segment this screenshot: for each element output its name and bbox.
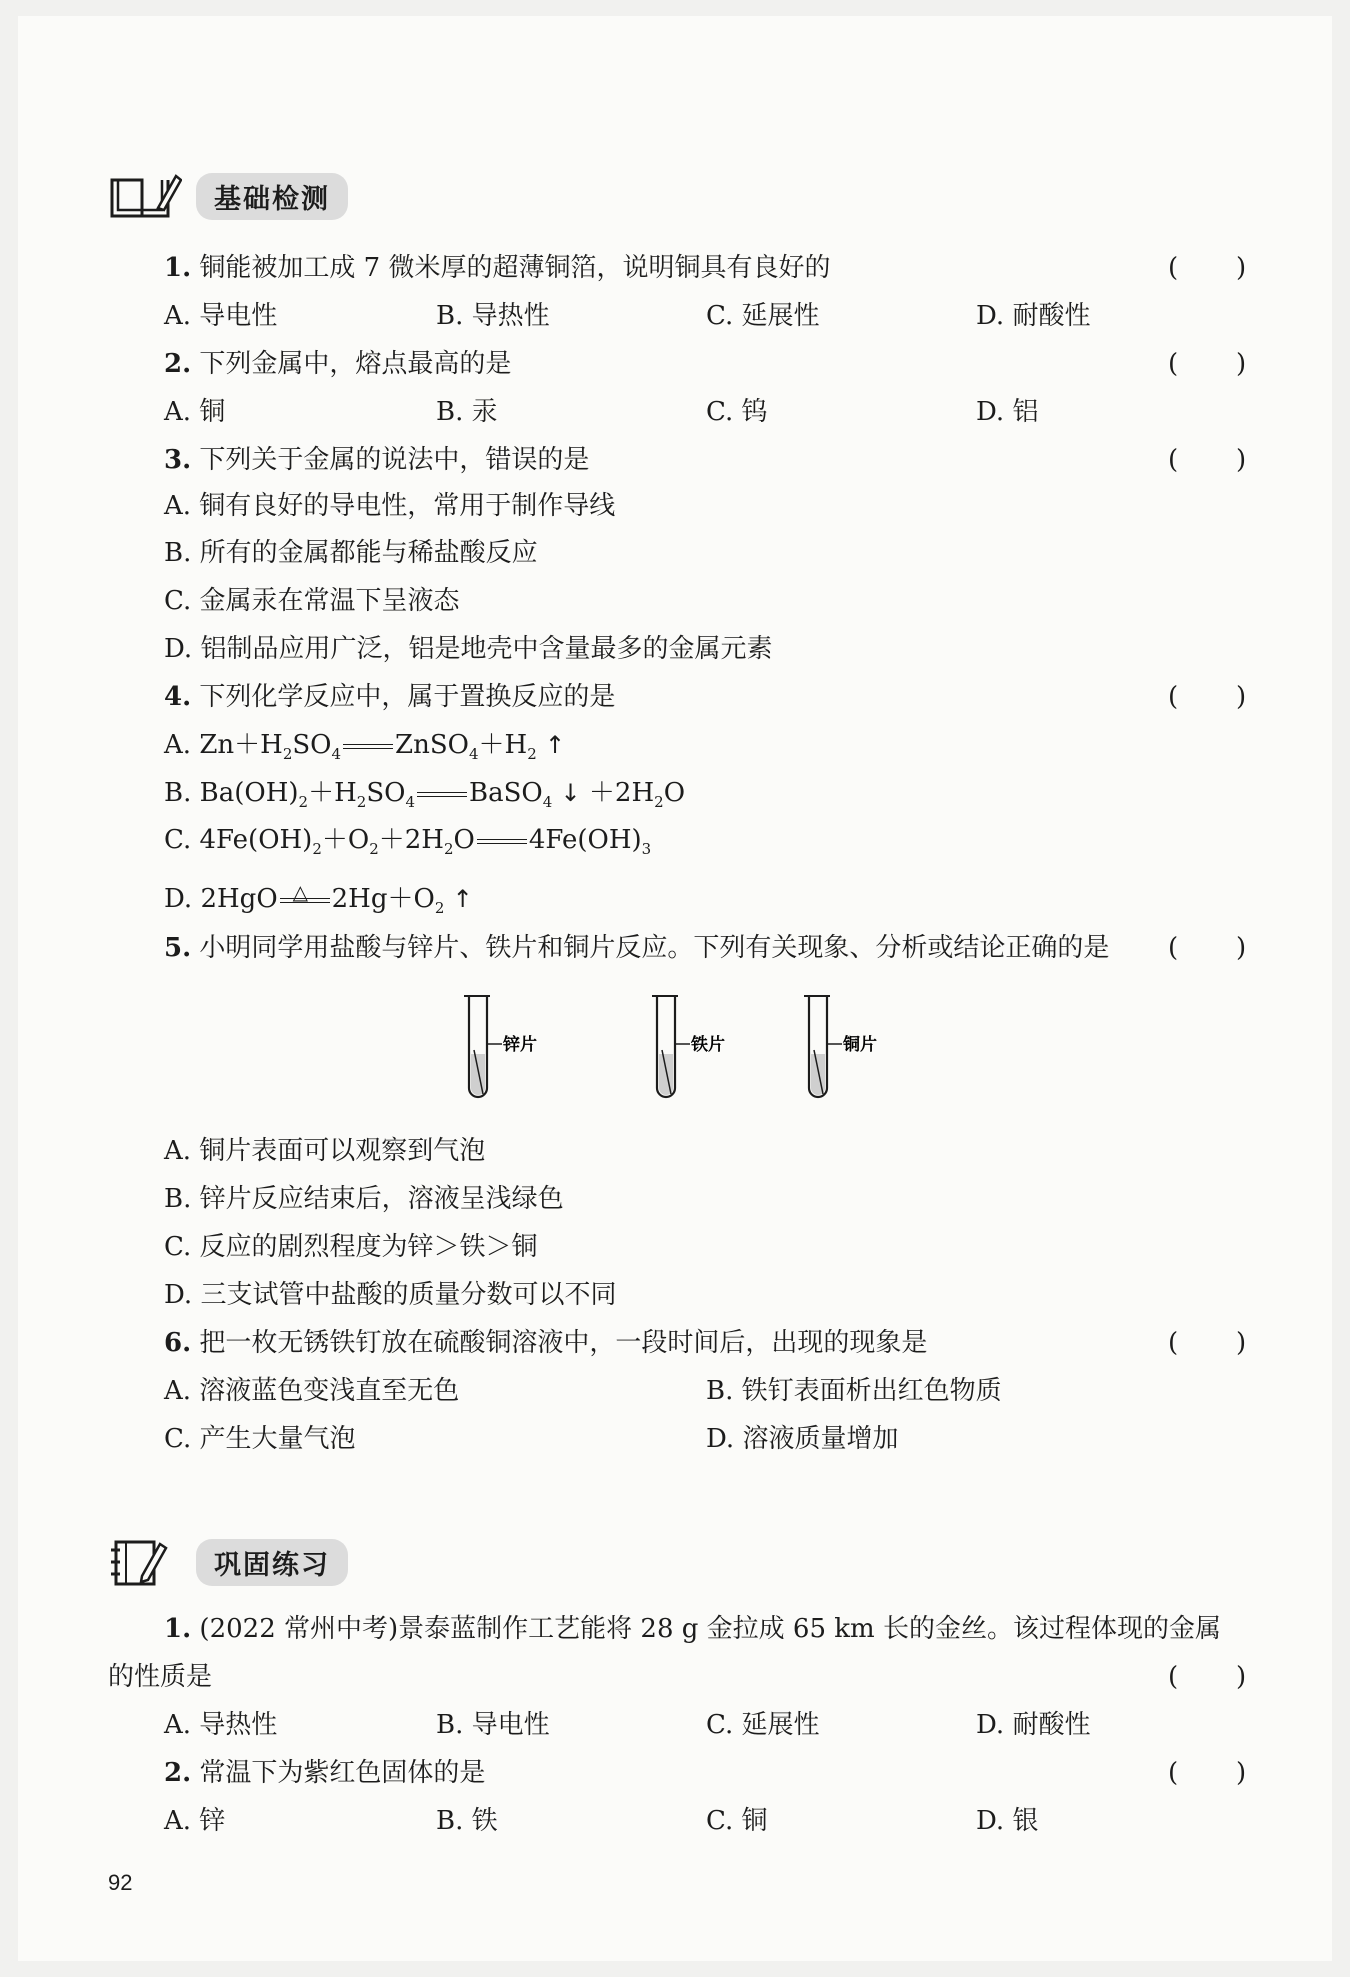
option-a: A. 导热性 bbox=[164, 1710, 278, 1740]
tube-label: 铁片 bbox=[691, 1035, 725, 1055]
answer-blank[interactable]: ( ) bbox=[1168, 1662, 1247, 1692]
option-d: D. 耐酸性 bbox=[976, 1710, 1091, 1740]
question-6 bbox=[164, 1326, 927, 1360]
option-a: A. 锌 bbox=[164, 1806, 226, 1836]
section-header-practice bbox=[108, 1532, 348, 1592]
equals-sign bbox=[417, 792, 467, 797]
option-c: C. 钨 bbox=[706, 397, 768, 427]
question-number: 3. bbox=[164, 445, 192, 475]
test-tubes-figure bbox=[450, 990, 900, 1110]
option-b: B. 铁钉表面析出红色物质 bbox=[706, 1376, 1002, 1406]
question-2 bbox=[164, 347, 511, 381]
option-d-equation: D. 2HgO △ $2Hg+O_2$ ↑ bbox=[164, 882, 473, 916]
tube-label: 铜片 bbox=[843, 1035, 877, 1055]
option-a: A. 铜 bbox=[164, 397, 226, 427]
question-number: 1. bbox=[164, 253, 192, 283]
question-text: 小明同学用盐酸与锌片、铁片和铜片反应。下列有关现象、分析或结论正确的是 bbox=[199, 933, 1110, 963]
open-book-pencil-icon bbox=[108, 170, 182, 222]
option-b: B. 导电性 bbox=[436, 1710, 550, 1740]
option-c: C. 金属汞在常温下呈液态 bbox=[164, 586, 460, 616]
question-number: 2. bbox=[164, 1758, 192, 1788]
option-a-equation: A. $Zn+H_2SO_4$ $ZnSO_4+H_2$ ↑ bbox=[164, 730, 566, 763]
option-b: B. 锌片反应结束后，溶液呈浅绿色 bbox=[164, 1184, 564, 1214]
question-text: 常温下为紫红色固体的是 bbox=[199, 1758, 486, 1788]
question-4 bbox=[164, 680, 615, 714]
question-1 bbox=[164, 251, 831, 285]
question-number: 2. bbox=[164, 349, 192, 379]
option-a: A. 溶液蓝色变浅直至无色 bbox=[164, 1376, 460, 1406]
option-b: B. 铁 bbox=[436, 1806, 498, 1836]
question-text: 下列化学反应中，属于置换反应的是 bbox=[199, 682, 616, 712]
practice-question-1-cont: 的性质是 bbox=[108, 1662, 213, 1692]
answer-blank[interactable]: ( ) bbox=[1168, 1328, 1247, 1358]
option-c: C. 铜 bbox=[706, 1806, 768, 1836]
test-tube-zinc bbox=[464, 996, 537, 1097]
option-d: D. 耐酸性 bbox=[976, 301, 1091, 331]
question-number: 5. bbox=[164, 933, 192, 963]
gas-up-arrow-icon: ↑ bbox=[452, 885, 473, 913]
answer-blank[interactable]: ( ) bbox=[1168, 253, 1247, 283]
heat-triangle-icon: △ bbox=[292, 879, 309, 904]
answer-blank[interactable]: ( ) bbox=[1168, 933, 1247, 963]
option-c: C. 延展性 bbox=[706, 1710, 820, 1740]
test-tube-copper bbox=[804, 996, 877, 1097]
option-c: C. 产生大量气泡 bbox=[164, 1424, 356, 1454]
equals-sign bbox=[343, 744, 393, 749]
option-d: D. 银 bbox=[976, 1806, 1039, 1836]
question-text: (2022 常州中考)景泰蓝制作工艺能将 28 g 金拉成 65 km 长的金丝。该过程体现的金属 bbox=[199, 1614, 1221, 1644]
option-d: D. 三支试管中盐酸的质量分数可以不同 bbox=[164, 1280, 617, 1310]
section-title: 巩固练习 bbox=[196, 1539, 348, 1586]
question-text: 铜能被加工成 7 微米厚的超薄铜箔，说明铜具有良好的 bbox=[199, 253, 831, 283]
option-d: D. 铝 bbox=[976, 397, 1039, 427]
option-c: C. 反应的剧烈程度为锌＞铁＞铜 bbox=[164, 1232, 538, 1262]
option-b: B. 汞 bbox=[436, 397, 498, 427]
tube-label: 锌片 bbox=[503, 1035, 537, 1055]
precipitate-down-arrow-icon: ↓ bbox=[560, 779, 581, 807]
notebook-pencil-icon bbox=[108, 1536, 182, 1588]
option-b: B. 所有的金属都能与稀盐酸反应 bbox=[164, 538, 538, 568]
question-5 bbox=[164, 931, 1109, 965]
option-c: C. 延展性 bbox=[706, 301, 820, 331]
practice-question-2 bbox=[164, 1756, 485, 1790]
equals-sign-heat bbox=[280, 879, 330, 904]
question-text: 下列关于金属的说法中，错误的是 bbox=[199, 445, 590, 475]
option-d: D. 溶液质量增加 bbox=[706, 1424, 899, 1454]
test-tube-iron bbox=[652, 996, 725, 1097]
question-number: 6. bbox=[164, 1328, 192, 1358]
option-a: A. 导电性 bbox=[164, 301, 278, 331]
page-number: 92 bbox=[108, 1870, 133, 1895]
question-number: 1. bbox=[164, 1614, 192, 1644]
question-number: 4. bbox=[164, 682, 192, 712]
gas-up-arrow-icon: ↑ bbox=[545, 731, 566, 759]
question-text: 把一枚无锈铁钉放在硫酸铜溶液中，一段时间后，出现的现象是 bbox=[199, 1328, 928, 1358]
option-d: D. 铝制品应用广泛，铝是地壳中含量最多的金属元素 bbox=[164, 634, 773, 664]
section-title: 基础检测 bbox=[196, 173, 348, 220]
answer-blank[interactable]: ( ) bbox=[1168, 1758, 1247, 1788]
question-text: 下列金属中，熔点最高的是 bbox=[199, 349, 512, 379]
equals-sign bbox=[477, 839, 527, 844]
option-a: A. 铜片表面可以观察到气泡 bbox=[164, 1136, 486, 1166]
answer-blank[interactable]: ( ) bbox=[1168, 349, 1247, 379]
question-3 bbox=[164, 443, 589, 477]
answer-blank[interactable]: ( ) bbox=[1168, 682, 1247, 712]
section-header-basic bbox=[108, 166, 348, 226]
practice-question-1 bbox=[164, 1612, 1221, 1646]
option-b: B. 导热性 bbox=[436, 301, 550, 331]
answer-blank[interactable]: ( ) bbox=[1168, 445, 1247, 475]
option-c-equation: C. $4Fe(OH)_2+O_2+2H_2O$ $4Fe(OH)_3$ bbox=[164, 825, 652, 858]
option-a: A. 铜有良好的导电性，常用于制作导线 bbox=[164, 491, 616, 521]
option-b-equation: B. $Ba(OH)_2+H_2SO_4$ BaSO$_4$ ↓ $+2H_2O$ bbox=[164, 778, 686, 811]
